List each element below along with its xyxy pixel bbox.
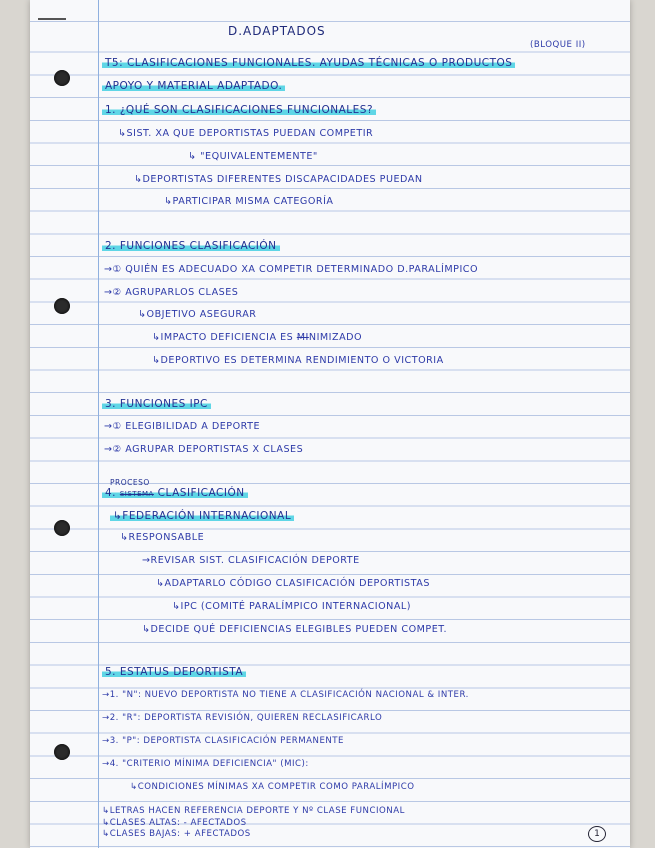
- s4-line-3: →REVISAR SIST. CLASIFICACIÓN DEPORTE: [142, 555, 360, 566]
- section-2-heading: 2. FUNCIONES CLASIFICACIÓN: [102, 240, 280, 252]
- s5-line-2: →2. "R": DEPORTISTA REVISIÓN, QUIEREN RECLASIFICARLO: [102, 713, 383, 723]
- section-1-heading: 1. ¿QUÉ SON CLASIFICACIONES FUNCIONALES?: [102, 104, 376, 116]
- s2-line-4: ↳IMPACTO DEFICIENCIA ES MINIMIZADO: [152, 332, 363, 343]
- s5-line-5: ↳CONDICIONES MÍNIMAS XA COMPETIR COMO PARALÍMPICO: [130, 782, 415, 792]
- punch-hole-2: [54, 298, 70, 314]
- s2-line-1: →① QUIÉN ES ADECUADO XA COMPETIR DETERMINADO D.PARALÍMPICO: [104, 264, 479, 275]
- page-title: D.ADAPTADOS: [228, 24, 326, 38]
- notebook-page: [30, 0, 630, 848]
- s3-line-2: →② AGRUPAR DEPORTISTAS X CLASES: [104, 444, 304, 455]
- margin-line: [98, 0, 99, 848]
- section-3-heading: 3. FUNCIONES IPC: [102, 398, 211, 410]
- s5-line-8: ↳CLASES BAJAS: + AFECTADOS: [102, 829, 251, 839]
- s2-line-5: ↳DEPORTIVO ES DETERMINA RENDIMIENTO O VICTORIA: [152, 355, 444, 366]
- s3-line-1: →① ELEGIBILIDAD A DEPORTE: [104, 421, 261, 432]
- s1-line-1: ↳SIST. XA QUE DEPORTISTAS PUEDAN COMPETIR: [118, 128, 374, 139]
- s5-line-1: →1. "N": NUEVO DEPORTISTA NO TIENE A CLASIFICACIÓN NACIONAL & INTER.: [102, 690, 469, 700]
- s1-line-4: ↳PARTICIPAR MISMA CATEGORÍA: [164, 196, 334, 207]
- block-label: (BLOQUE II): [530, 40, 586, 50]
- s2-line-2: →② AGRUPARLOS CLASES: [104, 287, 239, 298]
- s4-line-6: ↳DECIDE QUÉ DEFICIENCIAS ELEGIBLES PUEDEN COMPET.: [142, 624, 448, 635]
- section-4-heading: 4. SISTEMA PROCESO CLASIFICACIÓN: [102, 487, 248, 499]
- page-mark: [38, 18, 66, 20]
- topic-line-1: T5: CLASIFICACIONES FUNCIONALES. AYUDAS TÉCNICAS O PRODUCTOS: [102, 57, 515, 69]
- punch-hole-1: [54, 70, 70, 86]
- s5-line-4: →4. "CRITERIO MÍNIMA DEFICIENCIA" (MIC):: [102, 759, 309, 769]
- topic-line-2: APOYO Y MATERIAL ADAPTADO.: [102, 80, 285, 92]
- s1-line-3: ↳DEPORTISTAS DIFERENTES DISCAPACIDADES PUEDAN: [134, 174, 423, 185]
- s4-line-1: ↳FEDERACIÓN INTERNACIONAL: [110, 510, 294, 522]
- s1-line-2: ↳ "EQUIVALENTEMENTE": [188, 151, 318, 162]
- s5-line-7: ↳CLASES ALTAS: - AFECTADOS: [102, 818, 247, 828]
- punch-hole-3: [54, 520, 70, 536]
- s2-line-3: ↳OBJETIVO ASEGURAR: [138, 309, 257, 320]
- page-number: 1: [588, 826, 606, 842]
- punch-hole-4: [54, 744, 70, 760]
- s4-line-2: ↳RESPONSABLE: [120, 532, 205, 543]
- s5-line-3: →3. "P": DEPORTISTA CLASIFICACIÓN PERMANENTE: [102, 736, 344, 746]
- s4-line-5: ↳IPC (COMITÉ PARALÍMPICO INTERNACIONAL): [172, 601, 411, 612]
- section-5-heading: 5. ESTATUS DEPORTISTA: [102, 666, 246, 678]
- s5-line-6: ↳LETRAS HACEN REFERENCIA DEPORTE Y Nº CLASE FUNCIONAL: [102, 806, 405, 816]
- heading-correction: PROCESO: [110, 478, 150, 487]
- s4-line-4: ↳ADAPTARLO CÓDIGO CLASIFICACIÓN DEPORTISTAS: [156, 578, 430, 589]
